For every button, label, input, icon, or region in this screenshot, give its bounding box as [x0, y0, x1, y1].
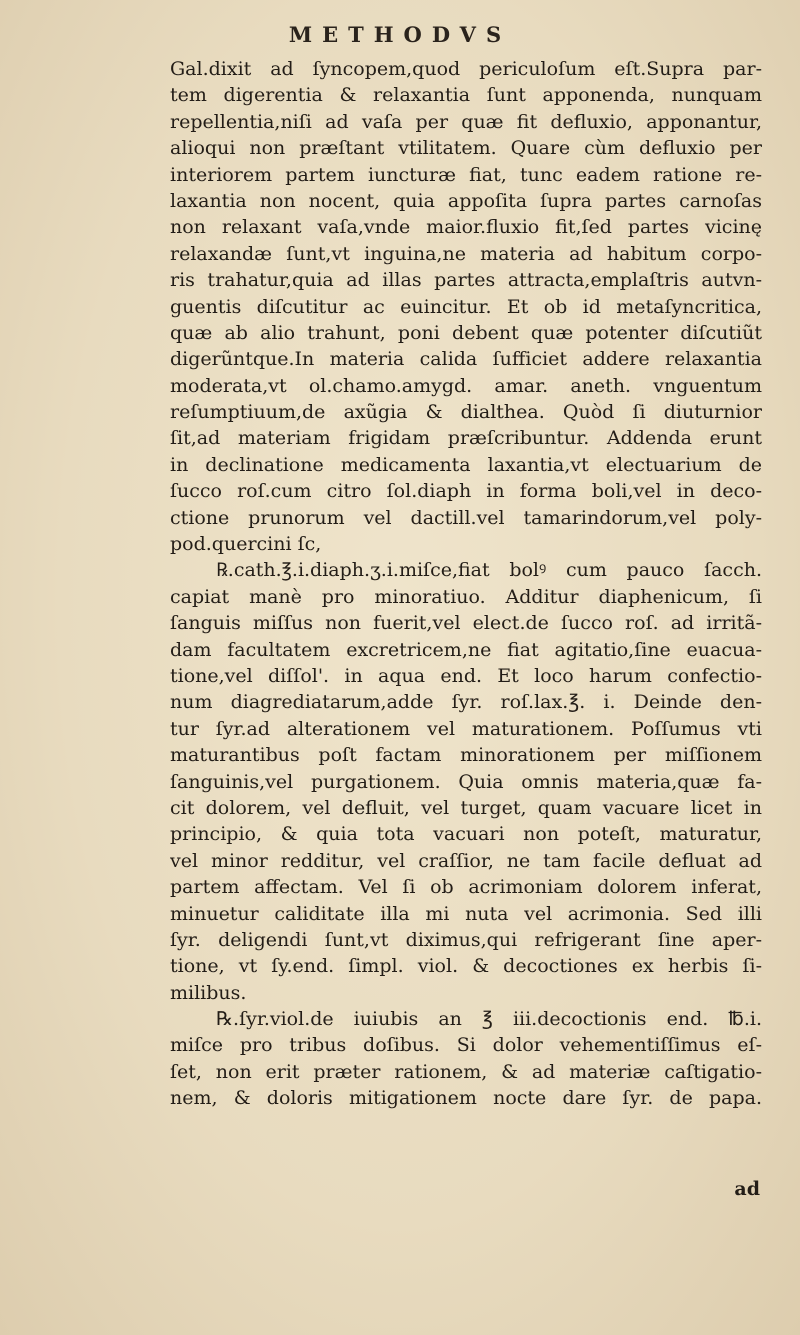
text-line: tur ſyr.ad alterationem vel maturationem. Poſſumus vti: [170, 717, 762, 740]
text-line: repellentia,niſi ad vaſa per quæ fit defluxio, apponantur,: [170, 110, 762, 133]
text-line: tione,vel diſſol'. in aqua end. Et loco harum confectio-: [170, 664, 762, 687]
text-line: in declinatione medicamenta laxantia,vt electuarium de: [170, 453, 762, 476]
text-line: miſce pro tribus doſibus. Si dolor vehementiſſimus eſ-: [170, 1034, 762, 1057]
text-line: nem, & doloris mitigationem nocte dare ſyr. de papa.: [170, 1087, 762, 1110]
text-line: ctione prunorum vel dactill.vel tamarindorum,vel poly-: [170, 506, 762, 529]
catchword: ad: [734, 1178, 760, 1200]
running-header: METHODVS: [288, 22, 512, 47]
text-line: dam facultatem excretricem,ne fiat agitatio,ſine euacua-: [170, 638, 762, 661]
text-line: cit dolorem, vel defluit, vel turget, quam vacuare licet in: [170, 796, 762, 819]
text-line: capiat manè pro minoratiuo. Additur diaphenicum, ſi: [170, 585, 762, 608]
text-line: partem affectam. Vel ſi ob acrimoniam dolorem inferat,: [170, 876, 762, 899]
text-line: laxantia non nocent, quia appoſita ſupra partes carnoſas: [170, 189, 762, 212]
text-line: num diagrediatarum,adde ſyr. roſ.lax.℥. i. Deinde den-: [170, 691, 762, 714]
prescription-line: ℞.cath.℥.i.diaph.ʒ.i.miſce,fiat bolꝰ cum pauco ſacch.: [216, 559, 762, 582]
text-line: tem digerentia & relaxantia ſunt apponenda, nunquam: [170, 84, 762, 107]
text-line: principio, & quia tota vacuari non poteſt, maturatur,: [170, 823, 762, 846]
text-line: moderata,vt ol.chamo.amygd. amar. aneth. vnguentum: [170, 374, 762, 397]
text-line: milibus.: [170, 981, 247, 1004]
text-line: ſanguis miſſus non fuerit,vel elect.de ſucco roſ. ad irritã-: [170, 612, 762, 635]
text-line: relaxandæ ſunt,vt inguina,ne materia ad habitum corpo-: [170, 242, 762, 265]
text-line: ſanguinis,vel purgationem. Quia omnis materia,quæ fa-: [170, 770, 762, 793]
text-line: ſucco roſ.cum citro ſol.diaph in forma boli,vel in deco-: [170, 480, 762, 503]
text-line: pod.quercini ſc,: [170, 533, 322, 556]
text-line: quæ ab alio trahunt, poni debent quæ potenter diſcutiũt: [170, 321, 762, 344]
text-line: reſumptiuum,de axũgia & dialthea. Quòd ſi diuturnior: [170, 401, 762, 424]
body-text: [170, 56, 762, 1112]
text-line: non relaxant vaſa,vnde maior.fluxio fit,ſed partes vicinę: [170, 216, 762, 239]
text-line: vel minor redditur, vel craſſior, ne tam facile defluat ad: [170, 849, 762, 872]
text-line: ſet, non erit præter rationem, & ad materiæ caſtigatio-: [170, 1060, 762, 1083]
text-line: interiorem partem iuncturæ fiat, tunc eadem ratione re-: [170, 163, 762, 186]
text-line: ſyr. deligendi ſunt,vt diximus,qui refrigerant ſine aper-: [170, 928, 762, 951]
prescription-line: ℞.ſyr.viol.de iuiubis an ℥ iii.decoctionis end. ℔.i.: [216, 1008, 762, 1031]
text-line: ris trahatur,quia ad illas partes attracta,emplaſtris autvn-: [170, 269, 762, 292]
text-line: alioqui non præſtant vtilitatem. Quare cùm defluxio per: [170, 137, 762, 160]
text-line: tione, vt ſy.end. ſimpl. viol. & decoctiones ex herbis ſi-: [170, 955, 762, 978]
text-line: minuetur caliditate illa mi nuta vel acrimonia. Sed illi: [170, 902, 762, 925]
text-line: guentis diſcutitur ac euincitur. Et ob id metaſyncritica,: [170, 295, 762, 318]
text-line: maturantibus poſt factam minorationem per miſſionem: [170, 744, 762, 767]
text-line: digerũntque.In materia calida ſufficiet addere relaxantia: [170, 348, 762, 371]
text-line: ſit,ad materiam frigidam præſcribuntur. Addenda erunt: [170, 427, 762, 450]
text-line: Gal.dixit ad ſyncopem,quod periculoſum eſt.Supra par-: [170, 58, 762, 80]
